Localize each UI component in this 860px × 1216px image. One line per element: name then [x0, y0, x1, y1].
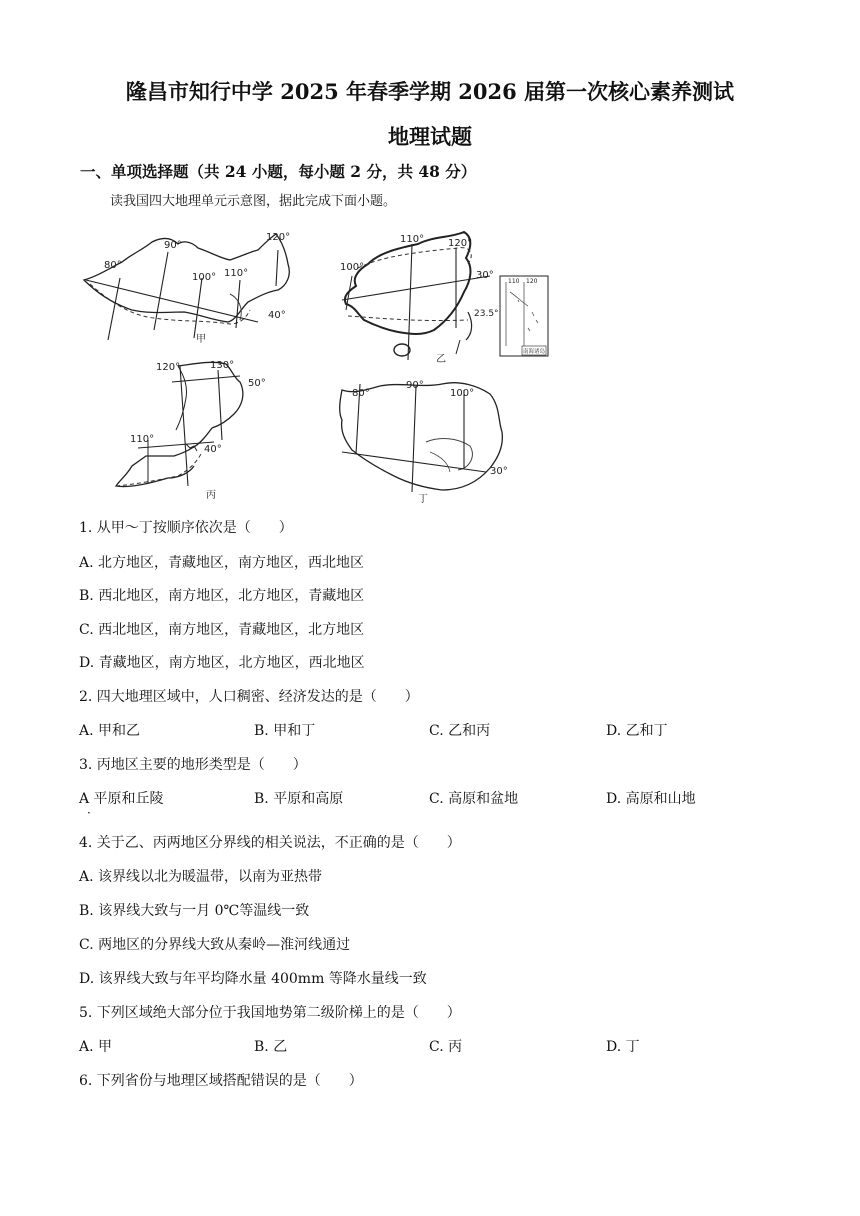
map-ding-lon-100: 100° [450, 388, 475, 399]
map-bing-lat-50: 50° [248, 378, 266, 389]
exam-title: 隆昌市知行中学 2025 年春季学期 2026 届第一次核心素养测试 [125, 79, 735, 104]
question-4-option-d: D. 该界线大致与年平均降水量 400mm 等降水量线一致 [79, 971, 427, 987]
inset-lon-120: 120 [526, 278, 538, 285]
map-ding-label: 丁 [418, 494, 428, 505]
question-3-option-b: B. 平原和高原 [254, 791, 344, 807]
map-bing-lon-110: 110° [130, 434, 155, 445]
question-6-stem: 6. 下列省份与地理区域搭配错误的是（ ） [79, 1073, 363, 1089]
question-2-option-b: B. 甲和丁 [254, 723, 316, 739]
map-ding [330, 372, 520, 506]
map-jia [80, 228, 305, 348]
map-ding-lon-90: 90° [406, 380, 424, 391]
question-4-option-b: B. 该界线大致与一月 0℃等温线一致 [79, 903, 310, 919]
map-jia-label: 甲 [196, 334, 206, 345]
question-1-stem: 1. 从甲～丁按顺序依次是（ ） [79, 520, 293, 536]
section-intro: 读我国四大地理单元示意图，据此完成下面小题。 [110, 194, 397, 209]
question-1-option-c: C. 西北地区，南方地区，青藏地区，北方地区 [79, 622, 365, 638]
map-jia-lon-90: 90° [164, 240, 182, 251]
stray-dot: · [87, 806, 91, 820]
map-jia-lon-110: 110° [224, 268, 249, 279]
question-1-option-b: B. 西北地区，南方地区，北方地区，青藏地区 [79, 588, 365, 604]
map-yi-lat-23: 23.5° [474, 309, 499, 319]
section-heading: 一、单项选择题（共 24 小题，每小题 2 分，共 48 分） [80, 162, 477, 181]
map-bing-lon-120: 120° [156, 362, 181, 373]
map-bing-lon-130: 130° [210, 360, 235, 371]
map-bing-lat-40: 40° [204, 444, 222, 455]
inset-caption: 南海诸岛 [523, 349, 546, 355]
question-3-stem: 3. 丙地区主要的地形类型是（ ） [79, 757, 307, 773]
map-jia-lon-80: 80° [104, 260, 122, 271]
map-bing-label: 丙 [206, 490, 216, 501]
map-yi [318, 228, 558, 368]
map-jia-lon-120: 120° [266, 232, 291, 243]
map-ding-lon-80: 80° [352, 388, 370, 399]
exam-subject-title: 地理试题 [388, 124, 472, 149]
question-5-stem: 5. 下列区域绝大部分位于我国地势第二级阶梯上的是（ ） [79, 1005, 461, 1021]
question-5-option-d: D. 丁 [606, 1039, 640, 1055]
question-3-option-a: A 平原和丘陵 [79, 791, 164, 807]
map-yi-lat-30: 30° [476, 270, 494, 281]
question-2-option-d: D. 乙和丁 [606, 723, 668, 739]
question-5-option-c: C. 丙 [429, 1039, 463, 1055]
question-4-option-a: A. 该界线以北为暖温带，以南为亚热带 [79, 869, 323, 885]
question-3-option-d: D. 高原和山地 [606, 791, 696, 807]
question-3-option-c: C. 高原和盆地 [429, 791, 519, 807]
question-2-option-c: C. 乙和丙 [429, 723, 491, 739]
question-1-option-a: A. 北方地区，青藏地区，南方地区，西北地区 [79, 555, 365, 571]
map-yi-lon-110: 110° [400, 234, 425, 245]
map-yi-label: 乙 [436, 354, 446, 365]
map-bing [108, 356, 278, 502]
question-4-stem: 4. 关于乙、丙两地区分界线的相关说法，不正确的是（ ） [79, 835, 461, 851]
question-1-option-d: D. 青藏地区，南方地区，北方地区，西北地区 [79, 655, 365, 671]
map-yi-lon-120: 120° [448, 238, 473, 249]
map-jia-lat-40: 40° [268, 310, 286, 321]
map-ding-lat-30: 30° [490, 466, 508, 477]
map-jia-lon-100: 100° [192, 272, 217, 283]
question-2-stem: 2. 四大地理区域中，人口稠密、经济发达的是（ ） [79, 689, 419, 705]
question-4-option-c: C. 两地区的分界线大致从秦岭—淮河线通过 [79, 937, 351, 953]
map-yi-lon-100: 100° [340, 262, 365, 273]
question-5-option-a: A. 甲 [79, 1039, 113, 1055]
question-5-option-b: B. 乙 [254, 1039, 288, 1055]
inset-lon-110: 110 [508, 278, 520, 285]
question-2-option-a: A. 甲和乙 [79, 723, 141, 739]
